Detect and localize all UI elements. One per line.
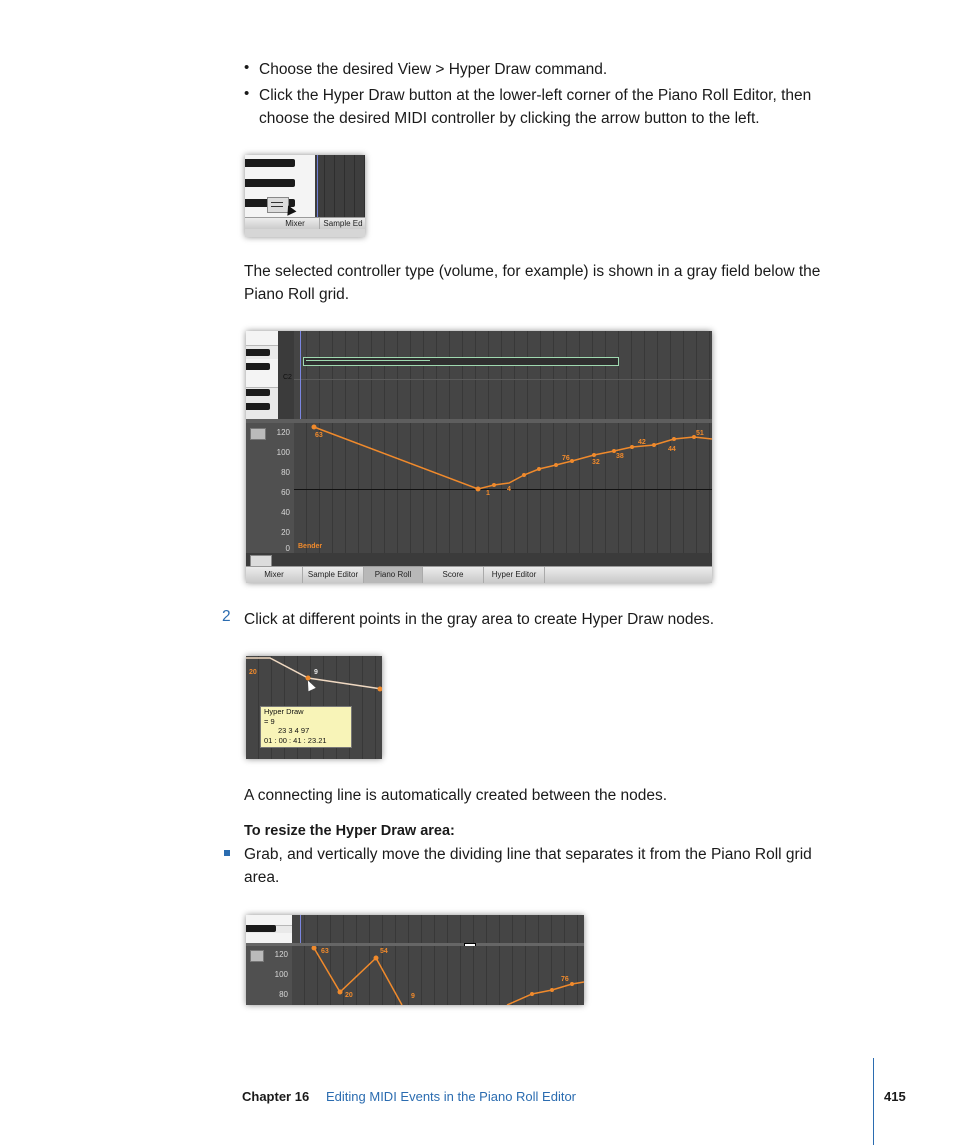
node-label: 9 xyxy=(314,669,318,676)
node-label: 42 xyxy=(638,439,646,446)
tab-hyper-editor[interactable]: Hyper Editor xyxy=(484,567,545,583)
screenshot-hyperdraw-button xyxy=(245,155,365,237)
paragraph-controller-type-2: Piano Roll grid. xyxy=(244,286,350,303)
piano-roll-grid[interactable] xyxy=(294,331,712,419)
hyperdraw-curve xyxy=(292,946,584,1005)
controller-name: Bender xyxy=(298,543,323,550)
paragraph-controller-type: The selected controller type (volume, for example) is shown in a gray field below the xyxy=(244,263,821,280)
node-label: 63 xyxy=(321,948,329,955)
task-heading: To resize the Hyper Draw area: xyxy=(244,823,455,839)
bullet-text-1: Choose the desired View > Hyper Draw command. xyxy=(259,61,608,78)
screenshot-piano-roll-hyperdraw xyxy=(246,331,712,583)
resize-instruction-2: area. xyxy=(244,869,280,886)
square-bullet xyxy=(224,850,230,856)
hyperdraw-curve xyxy=(294,423,712,553)
bullet-marker: • xyxy=(244,59,250,76)
step-text: Click at different points in the gray area to create Hyper Draw nodes. xyxy=(244,611,715,628)
y-tick: 100 xyxy=(274,970,288,979)
node-label: 9 xyxy=(411,993,415,1000)
paragraph-connecting-line: A connecting line is automatically created between the nodes. xyxy=(244,787,668,804)
node-label: 63 xyxy=(315,432,323,439)
y-tick: 80 xyxy=(281,468,290,477)
tab-piano-roll[interactable]: Piano Roll xyxy=(364,567,423,583)
node-label: 44 xyxy=(668,446,676,453)
y-tick: 60 xyxy=(281,488,290,497)
footer-chapter-title[interactable]: Editing MIDI Events in the Piano Roll Editor xyxy=(326,1089,577,1104)
node-label: 20 xyxy=(249,669,257,676)
tab-sample-editor[interactable]: Sample Ed xyxy=(321,218,365,230)
tooltip-value: = 9 xyxy=(264,716,275,726)
y-tick: 20 xyxy=(281,528,290,537)
y-tick: 120 xyxy=(274,950,288,959)
node-label: 51 xyxy=(696,430,704,437)
tooltip-title: Hyper Draw xyxy=(264,707,304,716)
bullet-text-2b: choose the desired MIDI controller by clicking the arrow button to the left. xyxy=(259,110,760,127)
piano-roll-grid[interactable] xyxy=(292,915,584,943)
footer-chapter: Chapter 16 xyxy=(242,1089,310,1104)
resize-instruction: Grab, and vertically move the dividing line that separates it from the Piano Roll grid xyxy=(244,846,812,863)
node-label: 76 xyxy=(562,455,570,462)
midi-note[interactable] xyxy=(303,357,619,366)
step-number: 2 xyxy=(222,608,231,625)
node-label: 54 xyxy=(380,948,388,955)
hyperdraw-tooltip xyxy=(260,706,352,748)
node-label: 20 xyxy=(345,992,353,999)
node-label: 76 xyxy=(561,976,569,983)
y-tick: 80 xyxy=(279,990,288,999)
key-label-c2: C2 xyxy=(283,374,292,381)
controller-menu-button[interactable] xyxy=(250,428,266,440)
node-label: 38 xyxy=(616,453,624,460)
node-label: 32 xyxy=(592,459,600,466)
screenshot-hyperdraw-tooltip xyxy=(246,656,382,759)
page-number: 415 xyxy=(884,1089,906,1104)
controller-menu-button[interactable] xyxy=(250,950,264,962)
tooltip-position: 01 : 00 : 41 : 23.21 xyxy=(264,735,327,745)
y-tick: 40 xyxy=(281,508,290,517)
bullet-marker: • xyxy=(244,85,250,102)
tooltip-event: 23 3 4 97 xyxy=(278,726,310,735)
node-label: 1 xyxy=(486,490,490,497)
y-tick: 120 xyxy=(276,428,290,437)
footer-divider xyxy=(873,1058,874,1145)
bullet-text-2a: Click the Hyper Draw button at the lower-left corner of the Piano Roll Editor, then xyxy=(259,87,812,104)
y-tick: 100 xyxy=(276,448,290,457)
screenshot-resize-divider xyxy=(246,915,584,1005)
tab-sample-editor[interactable]: Sample Editor xyxy=(303,567,364,583)
tab-mixer[interactable]: Mixer xyxy=(246,567,303,583)
tab-mixer[interactable]: Mixer xyxy=(271,218,320,230)
y-tick: 0 xyxy=(285,544,290,553)
tab-score[interactable]: Score xyxy=(423,567,484,583)
node-label: 4 xyxy=(507,486,511,493)
